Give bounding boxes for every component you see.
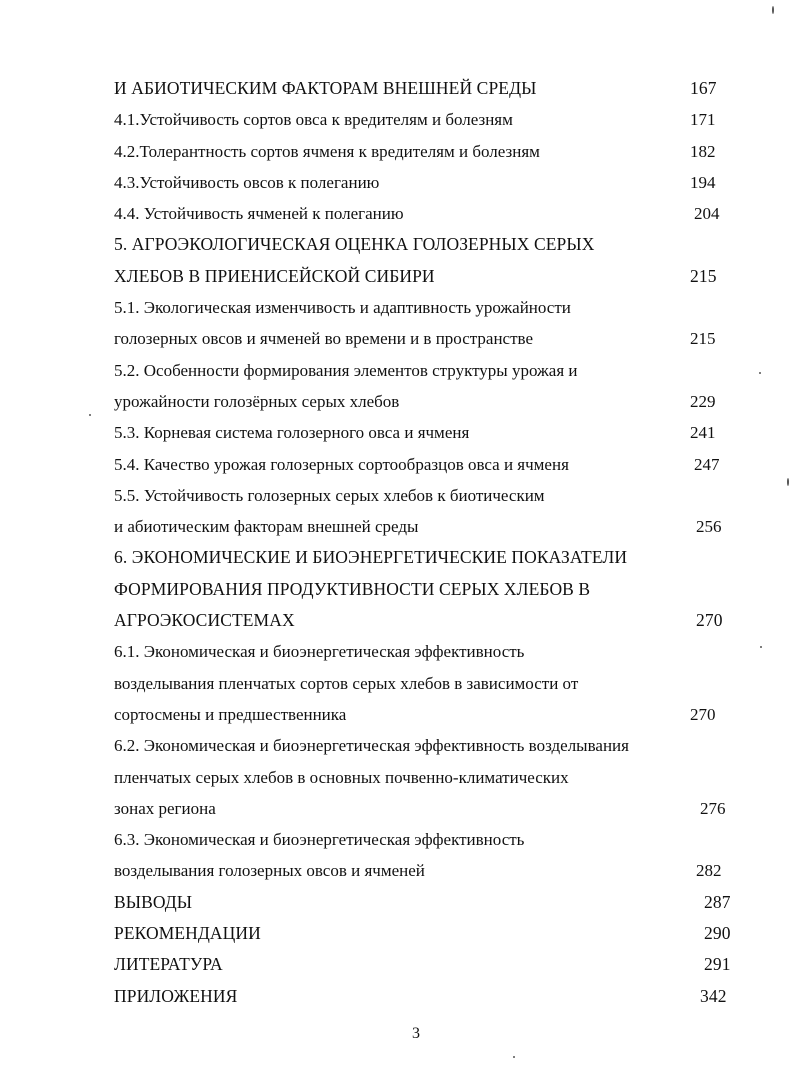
toc-entry xyxy=(114,605,734,636)
scan-speck xyxy=(759,372,761,374)
toc-entry-text: РЕКОМЕНДАЦИИ xyxy=(114,923,261,944)
scan-speck xyxy=(772,6,774,14)
toc-entry xyxy=(114,887,734,918)
toc-entry xyxy=(114,511,734,542)
toc-entry-text: 5.4. Качество урожая голозерных сортообразцов овса и ячменя xyxy=(114,454,569,474)
toc-entry xyxy=(114,480,734,511)
toc-entry xyxy=(114,699,734,730)
toc-entry xyxy=(114,167,734,198)
toc-entry-page: 270 xyxy=(690,704,716,724)
toc-entry-text: возделывания пленчатых сортов серых хлебов в зависимости от xyxy=(114,673,579,693)
toc-entry-text: 5.1. Экологическая изменчивость и адаптивность урожайности xyxy=(114,298,571,318)
toc-entry-text: 6. ЭКОНОМИЧЕСКИЕ И БИОЭНЕРГЕТИЧЕСКИЕ ПОКАЗАТЕЛИ xyxy=(114,547,628,568)
toc-entry-page: 291 xyxy=(704,954,731,975)
toc-entry-text: сортосмены и предшественника xyxy=(114,704,347,724)
toc-entry-text: возделывания голозерных овсов и ячменей xyxy=(114,861,425,881)
toc-entry-text: 6.2. Экономическая и биоэнергетическая эффективность возделывания xyxy=(114,736,629,756)
toc-entry-text: 4.3.Устойчивость овсов к полеганию xyxy=(114,172,380,192)
page-number: 3 xyxy=(412,1025,420,1042)
toc-entry-page: 229 xyxy=(690,391,716,411)
toc-entry xyxy=(114,386,734,417)
toc-entry xyxy=(114,323,734,354)
toc-entry-page: 204 xyxy=(694,204,720,224)
toc-entry xyxy=(114,542,734,573)
toc-entry-text: ФОРМИРОВАНИЯ ПРОДУКТИВНОСТИ СЕРЫХ ХЛЕБОВ В xyxy=(114,578,591,599)
toc-entry-page: 171 xyxy=(690,110,716,130)
toc-entry-text: ВЫВОДЫ xyxy=(114,891,193,912)
toc-entry-page: 276 xyxy=(700,798,726,818)
toc-entry xyxy=(114,574,734,605)
toc-entry-text: 5.2. Особенности формирования элементов структуры урожая и xyxy=(114,360,578,380)
toc-entry-page: 241 xyxy=(690,423,716,443)
toc-entry xyxy=(114,824,734,855)
toc-entry-text: зонах региона xyxy=(114,798,216,818)
toc-entry-text: 4.1.Устойчивость сортов овса к вредителям и болезням xyxy=(114,110,513,130)
toc-entry-text: голозерных овсов и ячменей во времени и в пространстве xyxy=(114,329,533,349)
toc-entry xyxy=(114,668,734,699)
toc-entry-text: ХЛЕБОВ В ПРИЕНИСЕЙСКОЙ СИБИРИ xyxy=(114,265,435,286)
scan-speck xyxy=(513,1056,515,1058)
toc-entry xyxy=(114,104,734,135)
toc-entry-text: урожайности голозёрных серых хлебов xyxy=(114,391,400,411)
toc-entry xyxy=(114,261,734,292)
toc-entry-page: 282 xyxy=(696,861,722,881)
toc-entry-text: 5. АГРОЭКОЛОГИЧЕСКАЯ ОЦЕНКА ГОЛОЗЕРНЫХ СЕРЫХ xyxy=(114,234,595,255)
scan-speck xyxy=(89,414,91,416)
toc-entry-text: 5.3. Корневая система голозерного овса и ячменя xyxy=(114,423,470,443)
toc-entry-page: 215 xyxy=(690,265,717,286)
toc-entry-text: 6.3. Экономическая и биоэнергетическая эффективность xyxy=(114,830,525,850)
toc-entry xyxy=(114,636,734,667)
toc-entry xyxy=(114,417,734,448)
toc-entry-text: АГРОЭКОСИСТЕМАХ xyxy=(114,610,295,631)
toc-entry xyxy=(114,949,734,980)
toc-entry-page: 342 xyxy=(700,985,727,1006)
toc-entry xyxy=(114,449,734,480)
toc-entry-page: 270 xyxy=(696,610,723,631)
toc-entry-text: 6.1. Экономическая и биоэнергетическая эффективность xyxy=(114,642,525,662)
toc-entry xyxy=(114,73,734,104)
toc-entry xyxy=(114,918,734,949)
toc-entry xyxy=(114,730,734,761)
toc-entry xyxy=(114,198,734,229)
toc-entry-text: ПРИЛОЖЕНИЯ xyxy=(114,985,238,1006)
toc-entry-page: 194 xyxy=(690,172,716,192)
toc-entry-text: ЛИТЕРАТУРА xyxy=(114,954,223,975)
toc-entry-text: 5.5. Устойчивость голозерных серых хлебов к биотическим xyxy=(114,485,545,505)
toc-entry-page: 182 xyxy=(690,141,716,161)
toc-entry xyxy=(114,981,734,1012)
toc-entry xyxy=(114,762,734,793)
toc-entry xyxy=(114,292,734,323)
toc-entry-text: и абиотическим факторам внешней среды xyxy=(114,517,419,537)
scan-speck xyxy=(787,478,789,486)
toc-entry-page: 290 xyxy=(704,923,731,944)
toc-entry-text: 4.2.Толерантность сортов ячменя к вредителям и болезням xyxy=(114,141,540,161)
scan-speck xyxy=(760,646,762,648)
toc-entry-text: И АБИОТИЧЕСКИМ ФАКТОРАМ ВНЕШНЕЙ СРЕДЫ xyxy=(114,78,537,98)
toc-entry-page: 256 xyxy=(696,517,722,537)
toc-entry-text: 4.4. Устойчивость ячменей к полеганию xyxy=(114,204,404,224)
toc-entry-page: 167 xyxy=(690,78,717,98)
table-of-contents xyxy=(114,73,734,1012)
toc-entry xyxy=(114,229,734,260)
toc-entry-page: 287 xyxy=(704,891,731,912)
toc-entry xyxy=(114,793,734,824)
toc-entry-text: пленчатых серых хлебов в основных почвенно-климатических xyxy=(114,767,569,787)
toc-entry xyxy=(114,355,734,386)
toc-entry-page: 215 xyxy=(690,329,716,349)
toc-entry-page: 247 xyxy=(694,454,720,474)
toc-entry xyxy=(114,855,734,886)
toc-entry xyxy=(114,136,734,167)
